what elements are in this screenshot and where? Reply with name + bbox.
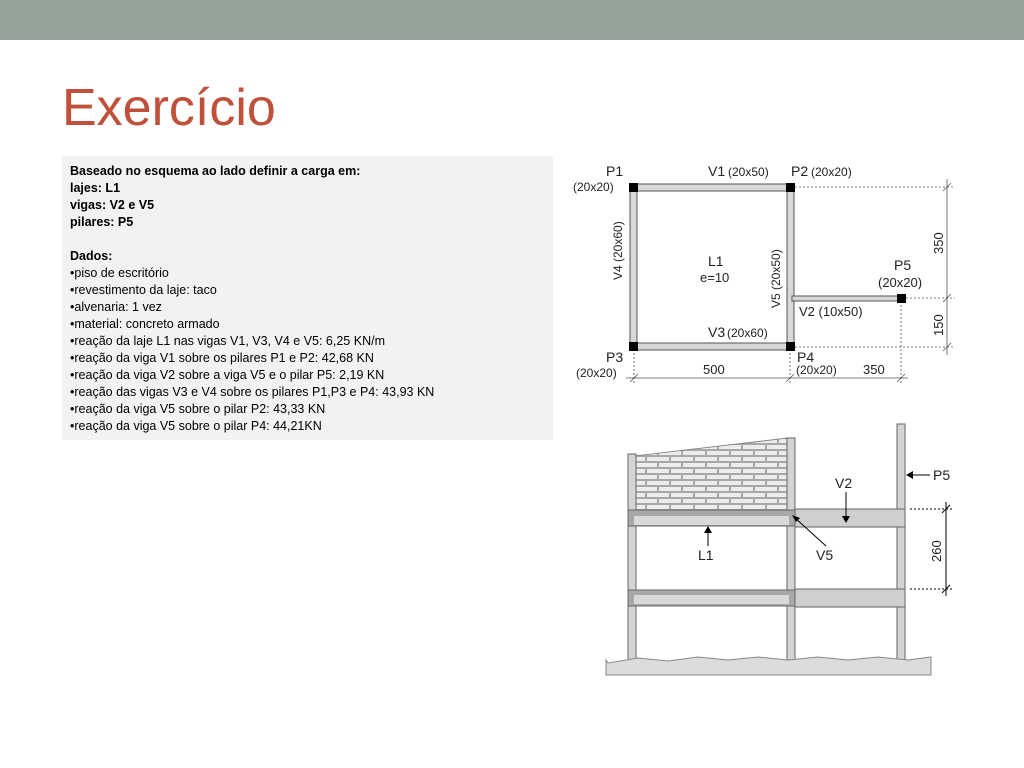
section-column-p5 <box>897 424 905 660</box>
statement-vigas: vigas: V2 e V5 <box>70 198 155 212</box>
beam-v4 <box>630 186 637 348</box>
label-v5: V5 (20x50) <box>769 249 783 308</box>
section-label-p5: P5 <box>933 467 951 483</box>
label-p5-dim: (20x20) <box>878 275 923 290</box>
statement-lajes: lajes: L1 <box>70 181 121 195</box>
label-l1: L1 <box>708 253 724 269</box>
label-p2: P2 <box>791 163 809 179</box>
label-dim-150: 150 <box>931 314 946 336</box>
label-v3: V3 <box>708 324 726 340</box>
structural-section <box>598 420 958 682</box>
label-p5: P5 <box>894 257 912 273</box>
section-label-v2: V2 <box>835 475 853 491</box>
statement-intro: Baseado no esquema ao lado definir a carga em: <box>70 164 361 178</box>
column-p4 <box>786 342 795 351</box>
label-l1-thickness: e=10 <box>700 270 730 285</box>
beam-v2 <box>792 296 902 301</box>
dados-item: •reação da viga V5 sobre o pilar P4: 44,21KN <box>70 419 322 433</box>
label-v1: V1 <box>708 163 726 179</box>
label-dim-350-right: 350 <box>931 232 946 254</box>
dados-item: •reação das vigas V3 e V4 sobre os pilares P1,P3 e P4: 43,93 KN <box>70 385 435 399</box>
dados-item: •revestimento da laje: taco <box>70 283 217 297</box>
label-v4: V4 (20x60) <box>611 221 625 280</box>
dados-item: •piso de escritório <box>70 266 169 280</box>
label-dim-500: 500 <box>703 362 725 377</box>
beam-v5 <box>787 186 794 348</box>
section-label-dim-260: 260 <box>929 540 944 562</box>
column-p3 <box>629 342 638 351</box>
column-p2 <box>786 183 795 192</box>
exercise-statement <box>62 156 553 440</box>
beam-v3 <box>632 343 790 350</box>
label-p4-dim: (20x20) <box>796 363 837 377</box>
statement-pilares: pilares: P5 <box>70 215 134 229</box>
page-title: Exercício <box>62 79 276 137</box>
label-p3: P3 <box>606 349 624 365</box>
section-column-left <box>628 454 636 660</box>
label-p2-dim: (20x20) <box>811 165 852 179</box>
header-bar <box>0 0 1024 40</box>
section-column-middle <box>787 438 795 660</box>
column-p1 <box>629 183 638 192</box>
dados-item: •alvenaria: 1 vez <box>70 300 162 314</box>
ground <box>606 657 931 675</box>
label-p1-dim: (20x20) <box>573 180 614 194</box>
upper-beam-v2 <box>795 509 905 527</box>
label-p4: P4 <box>797 349 815 365</box>
dados-item: •reação da viga V1 sobre os pilares P1 e P2: 42,68 KN <box>70 351 374 365</box>
masonry-wall <box>634 438 788 510</box>
label-v3-dim: (20x60) <box>727 326 768 340</box>
dados-item: •reação da viga V2 sobre a viga V5 e o pilar P5: 2,19 KN <box>70 368 385 382</box>
dados-item: •reação da viga V5 sobre o pilar P2: 43,33 KN <box>70 402 326 416</box>
dados-heading: Dados: <box>70 249 113 263</box>
label-p1: P1 <box>606 163 624 179</box>
section-label-l1: L1 <box>698 547 714 563</box>
structural-plan <box>560 155 964 390</box>
dados-item: •material: concreto armado <box>70 317 220 331</box>
label-p3-dim: (20x20) <box>576 366 617 380</box>
label-v1-dim: (20x50) <box>728 165 769 179</box>
beam-v1 <box>632 184 790 191</box>
column-p5 <box>897 294 906 303</box>
label-dim-350-bottom: 350 <box>863 362 885 377</box>
label-v2: V2 (10x50) <box>799 304 863 319</box>
section-label-v5: V5 <box>816 547 834 563</box>
dados-item: •reação da laje L1 nas vigas V1, V3, V4 e V5: 6,25 KN/m <box>70 334 385 348</box>
lower-beam <box>795 589 905 607</box>
